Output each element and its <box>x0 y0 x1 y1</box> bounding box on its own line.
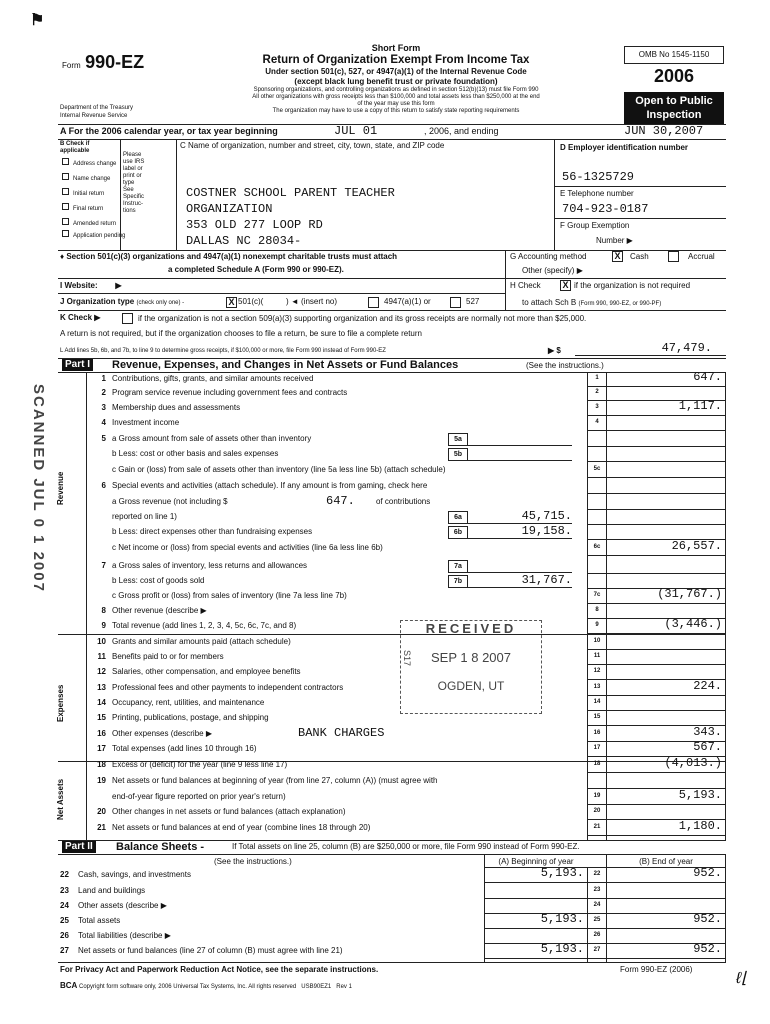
p1-amount[interactable]: 224. <box>693 679 722 693</box>
p1-line-text: reported on line 1) <box>112 512 177 521</box>
p1-inner-amount[interactable]: 19,158. <box>521 524 572 538</box>
p1-line-text: Printing, publications, postage, and shipping <box>112 713 269 722</box>
section-501-text1: ♦ Section 501(c)(3) organizations and 4947(a)(1) nonexempt charitable trusts must attach <box>60 252 398 261</box>
accrual-label: Accrual <box>688 252 715 261</box>
p1-line-text2: of contributions <box>376 497 431 506</box>
p1-line-text: Benefits paid to or for members <box>112 652 224 661</box>
chk-name-change[interactable] <box>62 173 125 188</box>
p1-line-text: a Gross amount from sale of assets other than inventory <box>112 434 312 443</box>
org-type-4947-checkbox[interactable] <box>368 297 379 308</box>
sep-stamp: SEP 1 8 2007 <box>431 650 511 665</box>
open-public-1: Open to Public <box>635 95 713 107</box>
side-revenue: Revenue <box>56 471 65 505</box>
group-exemption-label: F Group Exemption <box>560 221 630 230</box>
final-return-label: Final return <box>73 206 104 212</box>
p1-inline-value[interactable]: BANK CHARGES <box>298 726 385 740</box>
scanned-stamp: SCANNED JUL 0 1 2007 <box>30 384 47 593</box>
p1-line-text: Excess or (deficit) for the year (line 9 less line 17) <box>112 760 288 769</box>
initials-mark: ℓ⌊ <box>736 970 748 987</box>
part2-see: (See the instructions.) <box>214 857 292 866</box>
part1-title: Revenue, Expenses, and Changes in Net Assets or Fund Balances <box>112 359 459 371</box>
schedule-b-checkbox[interactable]: X <box>560 280 571 291</box>
p1-line-text: Occupancy, rent, utilities, and maintenance <box>112 698 265 707</box>
p1-box-num: 16 <box>593 730 601 736</box>
short-form: Short Form <box>371 43 421 53</box>
p1-inner-amount[interactable]: 45,715. <box>521 509 572 523</box>
revision: Rev 1 <box>336 984 352 990</box>
p1-line-text: Membership dues and assessments <box>112 403 241 412</box>
tax-year-begin: JUL 01 <box>334 124 378 138</box>
p1-line-num: 15 <box>97 713 106 722</box>
p1-line-text: Salaries, other compensation, and employee benefits <box>112 667 301 676</box>
p1-amount[interactable]: (3,446.) <box>664 617 722 631</box>
p1-box-num: 3 <box>595 404 599 410</box>
form-subtitle-2: (except black lung benefit trust or private foundation) <box>294 77 498 86</box>
line-a-mid: , 2006, and ending <box>424 126 499 136</box>
p1-amount[interactable]: 567. <box>693 740 722 754</box>
p1-line-text: c Gross profit or (loss) from sales of inventory (line 7a less line 7b) <box>112 591 347 600</box>
please-use-label <box>123 152 157 215</box>
cash-label: Cash <box>630 252 649 261</box>
line-k-text2: A return is not required, but if the organization chooses to file a return, be sure to file a complete return <box>60 329 422 338</box>
name-change-label: Name change <box>73 176 111 182</box>
p2-line-text: Land and buildings <box>78 886 146 895</box>
p1-line-num: 14 <box>97 698 106 707</box>
form-prefix: Form <box>62 61 81 70</box>
p1-line-text: Grants and similar amounts paid (attach schedule) <box>112 637 291 646</box>
p2-line-num: 26 <box>60 931 69 940</box>
tax-year-end: JUN 30,2007 <box>624 124 704 138</box>
p2-col-a[interactable]: 5,193. <box>540 942 584 956</box>
p1-line-num: 7 <box>101 561 106 570</box>
p1-amount[interactable]: 1,180. <box>678 819 722 833</box>
p1-line-text: Other revenue (describe ▶ <box>112 606 207 615</box>
p1-line-num: 1 <box>101 374 106 383</box>
p1-line-text: Other changes in net assets or fund balances (attach explanation) <box>112 807 346 816</box>
p1-line-num: 3 <box>101 403 106 412</box>
p1-box-num: 5c <box>593 466 601 472</box>
p2-box-num: 22 <box>593 871 601 877</box>
p1-inner-box: 7a <box>448 560 468 573</box>
p1-amount[interactable]: (4,013.) <box>664 756 722 770</box>
p1-line-text: Investment income <box>112 418 180 427</box>
schedule-b-text2 <box>522 298 661 308</box>
org-name-label: C Name of organization, number and street, city, town, state, and ZIP code <box>180 141 445 150</box>
form-number-block <box>62 52 144 73</box>
p1-line-num: 16 <box>97 729 106 738</box>
org-type-527-label: 527 <box>466 297 480 306</box>
side-expenses: Expenses <box>56 684 65 722</box>
privacy-notice: For Privacy Act and Paperwork Reduction Act Notice, see the separate instructions. <box>60 965 379 974</box>
p2-col-a[interactable]: 5,193. <box>540 912 584 926</box>
p2-line-text: Net assets or fund balances (line 27 of column (B) must agree with line 21) <box>78 946 343 955</box>
p1-inner-box: 6b <box>448 526 468 539</box>
p1-line-text: Program service revenue including government fees and contracts <box>112 388 348 397</box>
p1-line-num: 11 <box>97 652 106 661</box>
p1-line-text: b Less: cost of goods sold <box>112 576 205 585</box>
side-net-assets: Net Assets <box>56 778 65 820</box>
col-a-header: (A) Beginning of year <box>498 857 574 866</box>
bca-line <box>60 982 352 991</box>
p1-line-text: end-of-year figure reported on prior year's return) <box>112 792 286 801</box>
p1-box-num: 20 <box>593 808 601 814</box>
address-change-label: Address change <box>73 161 117 167</box>
accounting-method-label: G Accounting method <box>510 252 587 261</box>
other-text: Other (specify) <box>522 266 575 275</box>
stamp-code: S17 <box>402 650 412 667</box>
gross-receipts-value[interactable]: 47,479. <box>661 341 712 355</box>
org-street[interactable]: 353 OLD 277 LOOP RD <box>186 218 323 232</box>
chk-application-pending[interactable] <box>62 230 125 240</box>
p1-inner-box: 5a <box>448 433 468 446</box>
p2-line-text: Other assets (describe ▶ <box>78 901 167 910</box>
omb-box <box>624 46 724 64</box>
bca: BCA <box>60 981 78 990</box>
p1-inner-box: 7b <box>448 575 468 588</box>
p2-col-a[interactable]: 5,193. <box>540 866 584 880</box>
part2-note: If Total assets on line 25, column (B) are $250,000 or more, file Form 990 instead of Form 990-EZ. <box>232 842 580 851</box>
p1-line-num: 6 <box>101 481 106 490</box>
k-text: K Check <box>60 313 93 322</box>
part2-label: Part II <box>62 841 96 853</box>
omb-number: OMB No 1545-1150 <box>638 50 710 59</box>
chk-initial-return[interactable] <box>62 188 125 203</box>
p1-amount[interactable]: 1,117. <box>678 399 722 413</box>
org-type-501c-checkbox[interactable]: X <box>226 297 237 308</box>
p2-line-num: 24 <box>60 901 69 910</box>
p1-line-num: 10 <box>97 637 106 646</box>
p1-box-num: 12 <box>593 668 601 674</box>
other-method-label: Other (specify) ▶ <box>522 266 583 275</box>
irs: Internal Revenue Service <box>60 113 128 119</box>
p1-box-num: 19 <box>593 793 601 799</box>
p1-amount[interactable]: 26,557. <box>671 539 722 553</box>
p1-inline-value[interactable]: 647. <box>326 494 355 508</box>
part2-title: Balance Sheets - <box>116 841 205 853</box>
form-subtitle-1: Under section 501(c), 527, or 4947(a)(1) of the Internal Revenue Code <box>265 67 527 76</box>
p1-box-num: 1 <box>595 375 599 381</box>
dept-treasury: Department of the Treasury <box>60 105 134 111</box>
group-exemption-number-label: Number ▶ <box>596 236 633 245</box>
line-b-text: B Check if applicable <box>60 141 90 154</box>
pu-7: Instruc- <box>123 201 144 207</box>
received-stamp-box <box>400 620 542 714</box>
p1-line-text: Other expenses (describe ▶ <box>112 729 212 738</box>
line-h-text: if the organization is not required <box>574 281 691 290</box>
p1-amount[interactable]: (31,767.) <box>657 587 722 601</box>
org-type-hint: (check only one) - <box>136 300 185 306</box>
p1-amount[interactable]: 5,193. <box>678 788 722 802</box>
section-501-text2: a completed Schedule A (Form 990 or 990-EZ). <box>168 265 344 274</box>
pu-0: Please <box>123 152 142 158</box>
p1-inner-box: 6a <box>448 511 468 524</box>
form-title: Return of Organization Exempt From Income Tax <box>262 54 530 66</box>
p1-line-text: Contributions, gifts, grants, and similar amounts received <box>112 374 314 383</box>
ogden-stamp: OGDEN, UT <box>437 679 505 693</box>
p2-box-num: 26 <box>593 932 601 938</box>
org-type-text: J Organization type <box>60 297 135 306</box>
amended-return-label: Amended return <box>73 221 117 227</box>
chk-amended-return[interactable] <box>62 218 125 230</box>
p2-line-num: 27 <box>60 946 69 955</box>
copyright: Copyright form software only, 2006 Universal Tax Systems, Inc. All rights reserved <box>79 984 297 990</box>
org-type-insert-label: ) ◄ (insert no) <box>286 297 338 306</box>
p1-line-text: c Net income or (loss) from special events and activities (line 6a less line 6b) <box>112 543 383 552</box>
p1-inner-box: 5b <box>448 448 468 461</box>
org-type-label <box>60 297 184 307</box>
p1-line-text: Net assets or fund balances at end of year (combine lines 18 through 20) <box>112 823 371 832</box>
ein-label: D Employer identification number <box>560 143 689 152</box>
p1-box-num: 9 <box>595 622 599 628</box>
p1-box-num: 11 <box>593 653 601 659</box>
p1-box-num: 4 <box>595 419 599 425</box>
p1-line-text: c Gain or (loss) from sale of assets other than inventory (line 5a less line 5b) (attach schedule) <box>112 465 446 474</box>
phone-label: E Telephone number <box>560 189 634 198</box>
org-name-line1[interactable]: COSTNER SCHOOL PARENT TEACHER <box>186 186 395 200</box>
pu-4: type <box>123 180 135 186</box>
software-code: USB90EZ1 <box>301 984 332 990</box>
pu-1: use IRS <box>123 159 145 165</box>
p1-line-num: 2 <box>101 388 106 397</box>
p2-col-b[interactable]: 952. <box>693 866 722 880</box>
form-number: 990-EZ <box>85 52 145 72</box>
h-text3: (Form 990, 990-EZ, or 990-PF) <box>578 301 662 307</box>
line-k-label: K Check ▶ <box>60 313 101 322</box>
pu-2: label or <box>123 166 143 172</box>
p1-box-num: 21 <box>593 824 601 830</box>
p1-box-num: 7c <box>593 592 601 598</box>
p1-line-text: b Less: direct expenses other than fundraising expenses <box>112 527 313 536</box>
p2-line-num: 25 <box>60 916 69 925</box>
col-b-header: (B) End of year <box>639 857 693 866</box>
open-public-box <box>624 92 724 124</box>
p1-box-num: 17 <box>593 745 601 751</box>
org-type-4947-label: 4947(a)(1) or <box>384 297 431 306</box>
part1-label: Part I <box>62 359 93 371</box>
chk-address-change[interactable] <box>62 158 125 173</box>
p1-line-text: a Gross sales of inventory, less returns and allowances <box>112 561 308 570</box>
p1-line-num: 12 <box>97 667 106 676</box>
p1-line-text: Net assets or fund balances at beginning of year (from line 27, column (A)) (must agree with <box>112 776 438 785</box>
p2-line-text: Cash, savings, and investments <box>78 870 191 879</box>
p1-box-num: 10 <box>593 638 601 644</box>
form-note-4: The organization may have to use a copy of this return to satisfy state reporting requirements <box>272 108 520 114</box>
open-public-2: Inspection <box>646 109 702 121</box>
p2-line-num: 22 <box>60 870 69 879</box>
group-number-text: Number <box>596 236 625 245</box>
line-k-checkbox[interactable] <box>122 313 133 324</box>
chk-final-return[interactable] <box>62 203 125 218</box>
p1-line-num: 20 <box>97 807 106 816</box>
p1-line-text: a Gross revenue (not including $ <box>112 497 228 506</box>
pu-6: Specific <box>123 194 145 200</box>
p1-line-text: Total expenses (add lines 10 through 16) <box>112 744 257 753</box>
p1-inner-amount[interactable]: 31,767. <box>521 573 572 587</box>
line-b-label <box>60 141 110 155</box>
phone-value[interactable]: 704-923-0187 <box>562 202 649 216</box>
p2-box-num: 23 <box>593 887 601 893</box>
org-name-line2[interactable]: ORGANIZATION <box>186 202 273 216</box>
p1-line-num: 9 <box>101 621 106 630</box>
p1-line-num: 5 <box>101 434 106 443</box>
p1-amount[interactable]: 343. <box>693 725 722 739</box>
org-city[interactable]: DALLAS NC 28034- <box>186 234 302 248</box>
p2-line-text: Total assets <box>78 916 121 925</box>
org-type-501c-label: 501(c)( <box>238 297 264 306</box>
website-label: I Website: ▶ <box>60 281 122 290</box>
form-note-2: All other organizations with gross receipts less than $100,000 and total assets less than $250,000 at the end <box>252 94 540 100</box>
line-l-dollar: ▶ $ <box>548 346 561 355</box>
p1-line-num: 17 <box>97 744 106 753</box>
p1-line-num: 19 <box>97 776 106 785</box>
form-note-3: of the year may use this form <box>357 101 435 107</box>
part1-see: (See the instructions.) <box>526 361 604 370</box>
application-pending-label: Application pending <box>73 233 126 239</box>
p1-box-num: 6c <box>593 544 601 550</box>
p1-box-num: 13 <box>593 684 601 690</box>
p1-line-num: 4 <box>101 418 106 427</box>
p1-amount[interactable]: 647. <box>693 370 722 384</box>
p2-line-num: 23 <box>60 886 69 895</box>
p1-box-num: 2 <box>595 389 599 395</box>
p2-box-num: 27 <box>593 947 601 953</box>
p1-box-num: 14 <box>593 699 601 705</box>
received-stamp: RECEIVED <box>425 621 517 636</box>
p2-col-b[interactable]: 952. <box>693 912 722 926</box>
form-note-1: Sponsoring organizations, and controlling organizations as defined in section 512(b)(13) must file Form 990 <box>253 87 539 93</box>
line-k-text: if the organization is not a section 509(a)(3) supporting organization and its gross receipts are normally not more than $25,000. <box>138 314 587 323</box>
website-text: I Website: <box>60 281 98 290</box>
p1-line-text: Special events and activities (attach schedule). If any amount is from gaming, check here <box>112 481 428 490</box>
p2-line-text: Total liabilities (describe ▶ <box>78 931 171 940</box>
initial-return-label: Initial return <box>73 191 105 197</box>
p1-box-num: 8 <box>595 607 599 613</box>
line-h-label: H Check <box>510 281 541 290</box>
p1-box-num: 15 <box>593 714 601 720</box>
corner-mark: ⚑ <box>30 12 45 29</box>
pu-8: tions <box>123 208 136 214</box>
accrual-checkbox[interactable] <box>668 251 679 262</box>
form-footer-ref: Form 990-EZ (2006) <box>620 965 693 974</box>
p1-line-text: b Less: cost or other basis and sales expenses <box>112 449 279 458</box>
p2-box-num: 25 <box>593 917 601 923</box>
p1-line-text: Professional fees and other payments to independent contractors <box>112 683 344 692</box>
p1-line-num: 18 <box>97 760 106 769</box>
p2-col-b[interactable]: 952. <box>693 942 722 956</box>
p1-line-num: 13 <box>97 683 106 692</box>
s501-1: Section 501(c)(3) organizations and 4947(a)(1) nonexempt charitable trusts must attach <box>66 252 398 261</box>
p1-line-num: 21 <box>97 823 106 832</box>
pu-5: See <box>123 187 134 193</box>
cash-checkbox[interactable]: X <box>612 251 623 262</box>
org-type-527-checkbox[interactable] <box>450 297 461 308</box>
p1-line-text: Total revenue (add lines 1, 2, 3, 4, 5c, 6c, 7c, and 8) <box>112 621 297 630</box>
line-l-label: L Add lines 5b, 6b, and 7b, to line 9 to determine gross receipts, if $100,000 or more, file Form 990 instead of Form 990-EZ <box>60 348 386 354</box>
h-text2: to attach Sch B <box>522 298 577 307</box>
p2-box-num: 24 <box>593 902 601 908</box>
p1-box-num: 18 <box>593 761 601 767</box>
line-a-label: A For the 2006 calendar year, or tax year beginning <box>60 126 278 136</box>
p1-line-num: 8 <box>101 606 106 615</box>
pu-3: print or <box>123 173 142 179</box>
ein-value[interactable]: 56-1325729 <box>562 170 635 184</box>
tax-year: 2006 <box>653 66 695 86</box>
